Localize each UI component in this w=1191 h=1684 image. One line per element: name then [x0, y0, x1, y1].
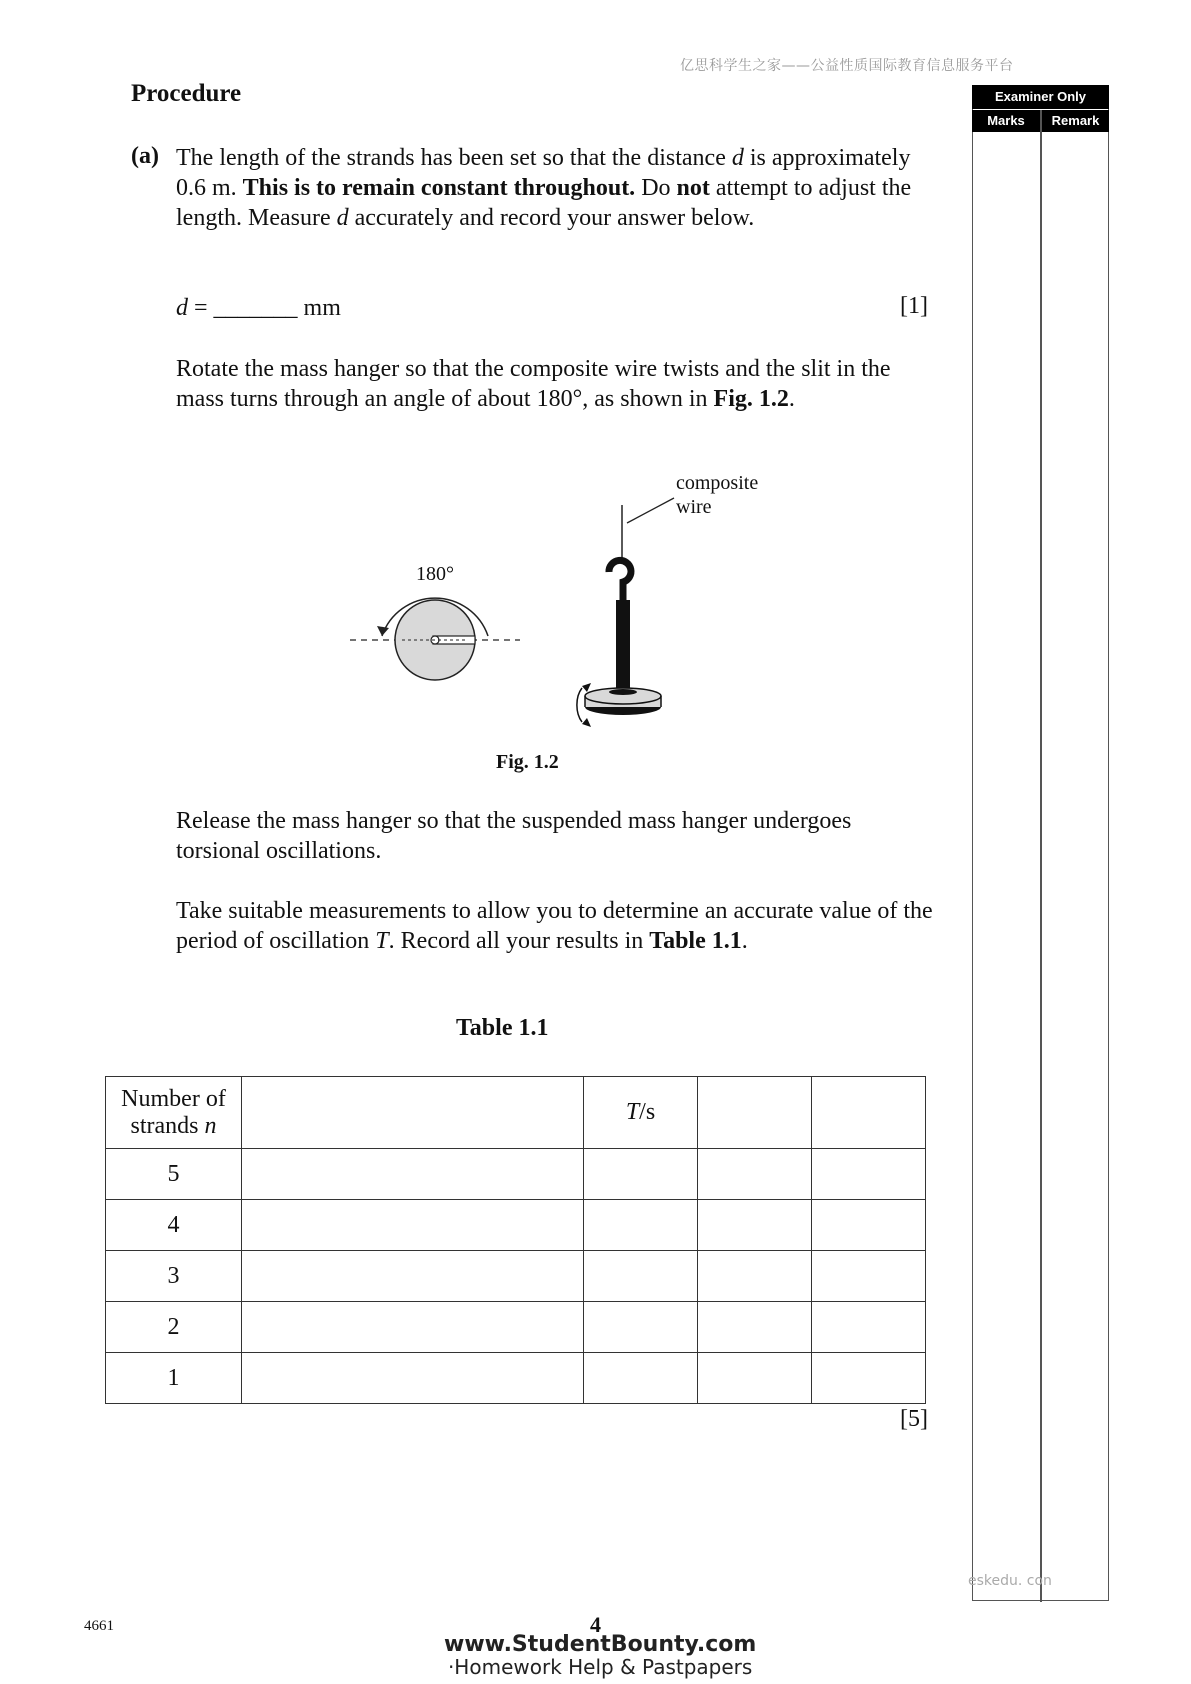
- watermark-eskedu: eskedu. con: [968, 1573, 1052, 1589]
- instruction-paragraph-4: Take suitable measurements to allow you to determine an accurate value of the period of oscillation T. Record all your results in Table 1.1.: [176, 898, 933, 954]
- answer-line: d = _______ mm: [176, 295, 341, 321]
- row-n-cell: 1: [106, 1353, 242, 1404]
- data-cell[interactable]: [698, 1353, 812, 1404]
- instruction-paragraph-3: Release the mass hanger so that the suspended mass hanger undergoes torsional oscillations.: [176, 808, 852, 864]
- page-number: 4: [590, 1612, 601, 1637]
- header-cell-blank[interactable]: [242, 1077, 584, 1149]
- data-cell[interactable]: [698, 1251, 812, 1302]
- data-cell[interactable]: [698, 1200, 812, 1251]
- data-cell[interactable]: [584, 1302, 698, 1353]
- header-cell-blank[interactable]: [812, 1077, 926, 1149]
- remark-column-header: Remark: [1042, 110, 1109, 132]
- data-cell[interactable]: [584, 1251, 698, 1302]
- row-n-cell: 4: [106, 1200, 242, 1251]
- instruction-paragraph-1: The length of the strands has been set so that the distance d is approximately 0.6 m. This is to remain constant throughout. Do not attempt to adjust the length. Measure d accurately and record your answer below.: [176, 145, 912, 231]
- data-cell[interactable]: [242, 1302, 584, 1353]
- table-row: [106, 1149, 926, 1200]
- watermark-text: 亿思科学生之家——公益性质国际教育信息服务平台: [680, 58, 1014, 74]
- data-cell[interactable]: [812, 1353, 926, 1404]
- wire-label: composite wire: [676, 472, 759, 518]
- data-cell[interactable]: [812, 1200, 926, 1251]
- paper-code: 4661: [84, 1618, 114, 1634]
- instruction-paragraph-2: Rotate the mass hanger so that the composite wire twists and the slit in the mass turns through an angle of about 180°, as shown in Fig. 1.2.: [176, 356, 891, 412]
- table-mark-allocation: [5]: [900, 1406, 928, 1432]
- data-cell[interactable]: [242, 1251, 584, 1302]
- column-divider: [1040, 110, 1042, 1602]
- data-cell[interactable]: [698, 1302, 812, 1353]
- data-cell[interactable]: [584, 1149, 698, 1200]
- section-heading: Procedure: [131, 80, 242, 107]
- data-cell[interactable]: [584, 1200, 698, 1251]
- header-cell-blank[interactable]: [698, 1077, 812, 1149]
- row-n-cell: 5: [106, 1149, 242, 1200]
- data-cell[interactable]: [242, 1353, 584, 1404]
- marks-column-header: Marks: [972, 110, 1040, 132]
- results-table: [105, 1076, 926, 1404]
- table-row: [106, 1200, 926, 1251]
- data-cell[interactable]: [812, 1302, 926, 1353]
- angle-label: 180°: [416, 563, 454, 585]
- data-cell[interactable]: [812, 1149, 926, 1200]
- examiner-only-column: [972, 85, 1109, 1601]
- figure-caption: Fig. 1.2: [496, 751, 559, 773]
- table-row: [106, 1353, 926, 1404]
- table-header-row: [106, 1077, 926, 1149]
- row-n-cell: 3: [106, 1251, 242, 1302]
- row-n-cell: 2: [106, 1302, 242, 1353]
- data-cell[interactable]: [242, 1200, 584, 1251]
- data-cell[interactable]: [698, 1149, 812, 1200]
- data-cell[interactable]: [242, 1149, 584, 1200]
- data-cell[interactable]: [584, 1353, 698, 1404]
- table-row: [106, 1251, 926, 1302]
- mass-hanger: [577, 498, 674, 727]
- table-row: [106, 1302, 926, 1353]
- header-cell-strands: Number of strands n: [106, 1077, 242, 1149]
- studentbounty-logo: www.StudentBounty.com ·Homework Help & Pastpapers: [444, 1632, 757, 1679]
- mark-allocation: [1]: [900, 293, 928, 319]
- header-cell-period: T/s: [584, 1077, 698, 1149]
- examiner-only-title: Examiner Only: [972, 85, 1109, 109]
- table-title: Table 1.1: [456, 1015, 549, 1041]
- part-label: (a): [131, 143, 159, 169]
- data-cell[interactable]: [812, 1251, 926, 1302]
- top-view-disc: [350, 598, 520, 715]
